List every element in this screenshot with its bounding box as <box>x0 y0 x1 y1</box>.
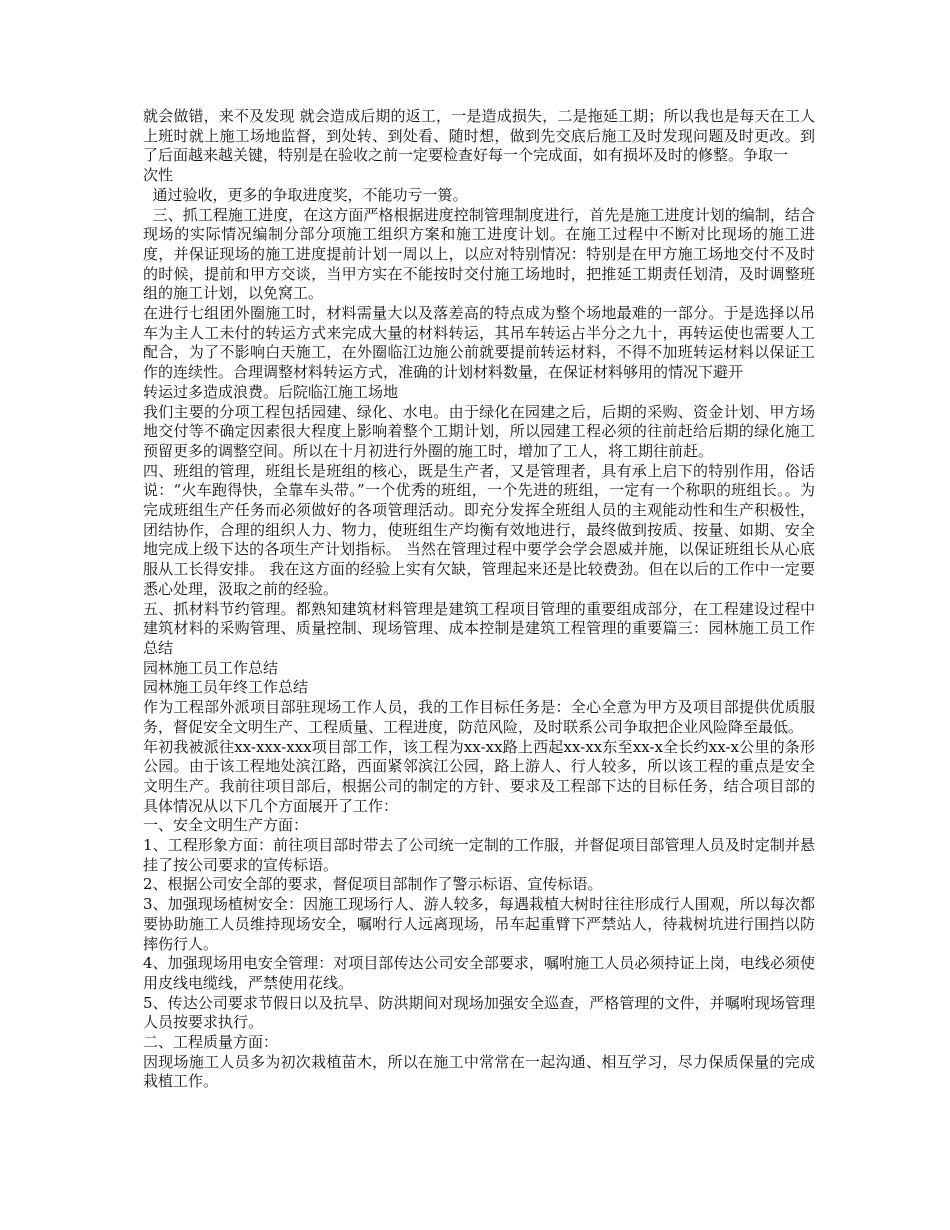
paragraph: 三、抓工程施工进度，在这方面严格根据进度控制管理制度进行，首先是施工进度计划的编制，结合现场的实际情况编制分部分项施工组织方案和施工进度计划。在施工过程中不断对比现场的施工进度，并保证现场的施工进度提前计划一周以上，以应对特别情况：特别是在甲方施工场地交付不及时的时候，提前和甲方交谈，当甲方实在不能按时交付施工场地时，把推延工期责任划清，及时调整班组的施工计划，以免窝工。 <box>143 205 815 303</box>
document-body <box>143 107 815 1092</box>
paragraph: 四、班组的管理，班组长是班组的核心，既是生产者，又是管理者，具有承上启下的特别作用，俗话说：“火车跑得快，全靠车头带。”一个优秀的班组，一个先进的班组，一定有一个称职的班组长。。为完成班组生产任务而必须做好的各项管理活动。即充分发挥全班组人员的主观能动性和生产积极性，团结协作，合理的组织人力、物力，使班组生产均衡有效地进行，最终做到按质、按量、如期、安全地完成上级下达的各项生产计划指标。 当然在管理过程中要学会学会恩威并施，以保证班组长从心底服从工长得安排。 我在这方面的经验上实有欠缺，管理起来还是比较费劲。但在以后的工作中一定要悉心处理，汲取之前的经验。 <box>143 461 815 598</box>
paragraph: 次性 <box>143 166 174 185</box>
paragraph: 在进行七组团外圈施工时，材料需量大以及落差高的特点成为整个场地最难的一部分。于是选择以吊车为主人工未付的转运方式来完成大量的材料转运，其吊车转运占半分之九十，再转运使也需要人工配合，为了不影响白天施工，在外圈临江边施公前就要提前转运材料，不得不加班转运材料以保证工作的连续性。合理调整材料转运方式，准确的计划材料数量，在保证材料够用的情况下避开 <box>143 304 815 382</box>
paragraph: 我们主要的分项工程包括园建、绿化、水电。由于绿化在园建之后，后期的采购、资金计划、甲方场地交付等不确定因素很大程度上影响着整个工期计划，所以园建工程必须的往前赶给后期的绿化施工预留更多的调整空间。所以在十月初进行外圈的施工时，增加了工人，将工期往前赶。 <box>143 402 815 460</box>
paragraph: 作为工程部外派项目部驻现场工作人员，我的工作目标任务是：全心全意为甲方及项目部提供优质服务，督促安全文明生产、工程质量、工程进度，防范风险，及时联系公司争取把企业风险降至最低。 <box>143 698 815 736</box>
heading: 一、安全文明生产方面： <box>143 816 309 835</box>
paragraph: 年初我被派往xx-xxx-xxx项目部工作，该工程为xx-xx路上西起xx-xx东至xx-x全长约xx-x公里的条形公园。由于该工程地处滨江路，西面紧邻滨江公园，路上游人、行人较多，所以该工程的重点是安全文明生产。我前往项目部后，根据公司的制定的方针、要求及工程部下达的目标任务，结合项目部的具体情况从以下几个方面展开了工作： <box>143 737 815 815</box>
list-item: 2、根据公司安全部的要求，督促项目部制作了警示标语、宣传标语。 <box>143 875 603 894</box>
list-item: 3、加强现场植树安全：因施工现场行人、游人较多，每遇栽植大树时往往形成行人围观，所以每次都要协助施工人员维持现场安全，嘱咐行人远离现场，吊车起重臂下严禁站人，待栽树坑进行围挡以防摔伤行人。 <box>143 895 815 953</box>
heading: 二、工程质量方面： <box>143 1033 279 1052</box>
paragraph: 通过验收，更多的争取进度奖，不能功亏一篑。 <box>143 185 468 204</box>
list-item: 4、加强现场用电安全管理：对项目部传达公司安全部要求，嘱咐施工人员必须持证上岗，电线必须使用皮线电缆线，严禁使用花线。 <box>143 954 815 992</box>
paragraph: 五、抓材料节约管理。都熟知建筑材料管理是建筑工程项目管理的重要组成部分，在工程建设过程中建筑材料的采购管理、质量控制、现场管理、成本控制是建筑工程管理的重要篇三：园林施工员工作总结 <box>143 599 815 657</box>
list-item: 5、传达公司要求节假日以及抗旱、防洪期间对现场加强安全巡查，严格管理的文件，并嘱咐现场管理人员按要求执行。 <box>143 993 815 1032</box>
section-title: 园林施工员工作总结 <box>143 658 279 677</box>
list-item: 1、工程形象方面：前往项目部时带去了公司统一定制的工作服，并督促项目部管理人员及时定制并悬挂了按公司要求的宣传标语。 <box>143 836 815 874</box>
paragraph: 就会做错，来不及发现 就会造成后期的返工，一是造成损失，二是拖延工期；所以我也是每天在工人上班时就上施工场地监督，到处转、到处看、随时想，做到先交底后施工及时发现问题及时更改。到了后面越来越关键，特别是在验收之前一定要检查好每一个完成面，如有损坏及时的修整。争取一 <box>143 107 815 165</box>
paragraph: 因现场施工人员多为初次栽植苗木，所以在施工中常常在一起沟通、相互学习，尽力保质保量的完成栽植工作。 <box>143 1052 815 1091</box>
paragraph: 转运过多造成浪费。后院临江施工场地 <box>143 382 399 401</box>
section-title: 园林施工员年终工作总结 <box>143 678 309 697</box>
